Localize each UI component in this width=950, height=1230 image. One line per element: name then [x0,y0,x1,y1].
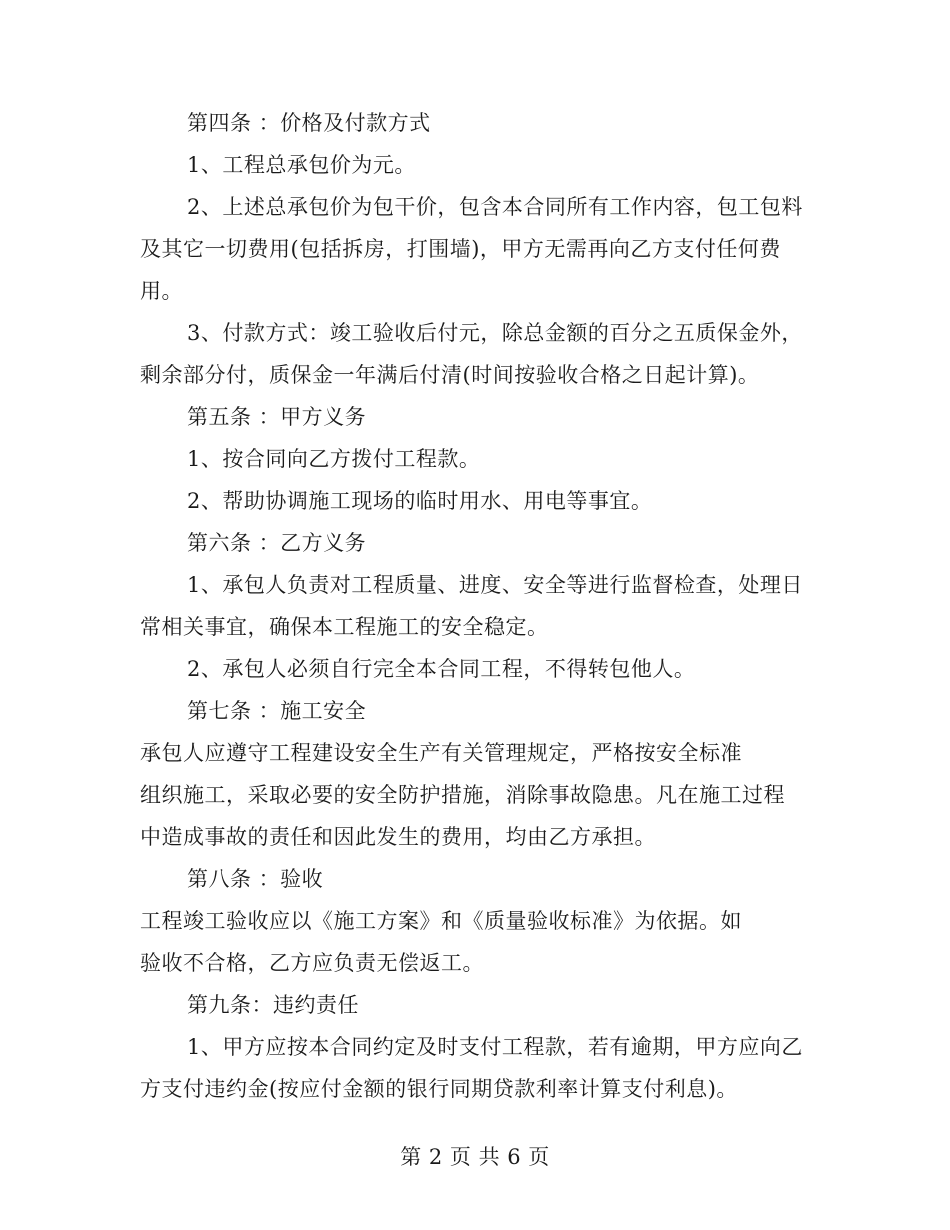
paragraph-line: 工程竣工验收应以《施工方案》和《质量验收标准》为依据。如 [140,909,742,933]
paragraph-line: 方支付违约金(按应付金额的银行同期贷款利率计算支付利息)。 [140,1077,738,1101]
paragraph-line: 用。 [140,279,183,303]
paragraph-line: 及其它一切费用(包括拆房，打围墙)，甲方无需再向乙方支付任何费 [140,237,781,261]
article-9-heading: 第九条：违约责任 [187,993,359,1017]
paragraph-line: 组织施工，采取必要的安全防护措施，消除事故隐患。凡在施工过程 [140,783,785,807]
paragraph-line: 剩余部分付，质保金一年满后付清(时间按验收合格之日起计算)。 [140,363,760,387]
paragraph-line: 验收不合格，乙方应负责无偿返工。 [140,951,484,975]
page-number-footer: 第 2 页 共 6 页 [400,1145,550,1169]
paragraph-line: 1、工程总承包价为元。 [187,153,416,177]
paragraph-line: 2、帮助协调施工现场的临时用水、用电等事宜。 [187,489,653,513]
paragraph-line: 1、承包人负责对工程质量、进度、安全等进行监督检查，处理日 [187,573,803,597]
paragraph-line: 2、上述总承包价为包干价，包含本合同所有工作内容，包工包料 [187,195,803,219]
article-7-heading: 第七条 ：施工安全 [187,699,367,723]
document-body [140,102,812,1110]
article-8-heading: 第八条 ：验收 [187,867,324,891]
paragraph-line: 3、付款方式：竣工验收后付元，除总金额的百分之五质保金外， [187,321,803,345]
article-5-heading: 第五条 ：甲方义务 [187,405,367,429]
paragraph-line: 承包人应遵守工程建设安全生产有关管理规定，严格按安全标准 [140,741,742,765]
paragraph-line: 2、承包人必须自行完全本合同工程，不得转包他人。 [187,657,696,681]
article-6-heading: 第六条 ：乙方义务 [187,531,367,555]
article-4-heading: 第四条 ：价格及付款方式 [187,111,431,135]
paragraph-line: 1、甲方应按本合同约定及时支付工程款，若有逾期，甲方应向乙 [187,1035,803,1059]
paragraph-line: 中造成事故的责任和因此发生的费用，均由乙方承担。 [140,825,656,849]
paragraph-line: 常相关事宜，确保本工程施工的安全稳定。 [140,615,549,639]
paragraph-line: 1、按合同向乙方拨付工程款。 [187,447,481,471]
